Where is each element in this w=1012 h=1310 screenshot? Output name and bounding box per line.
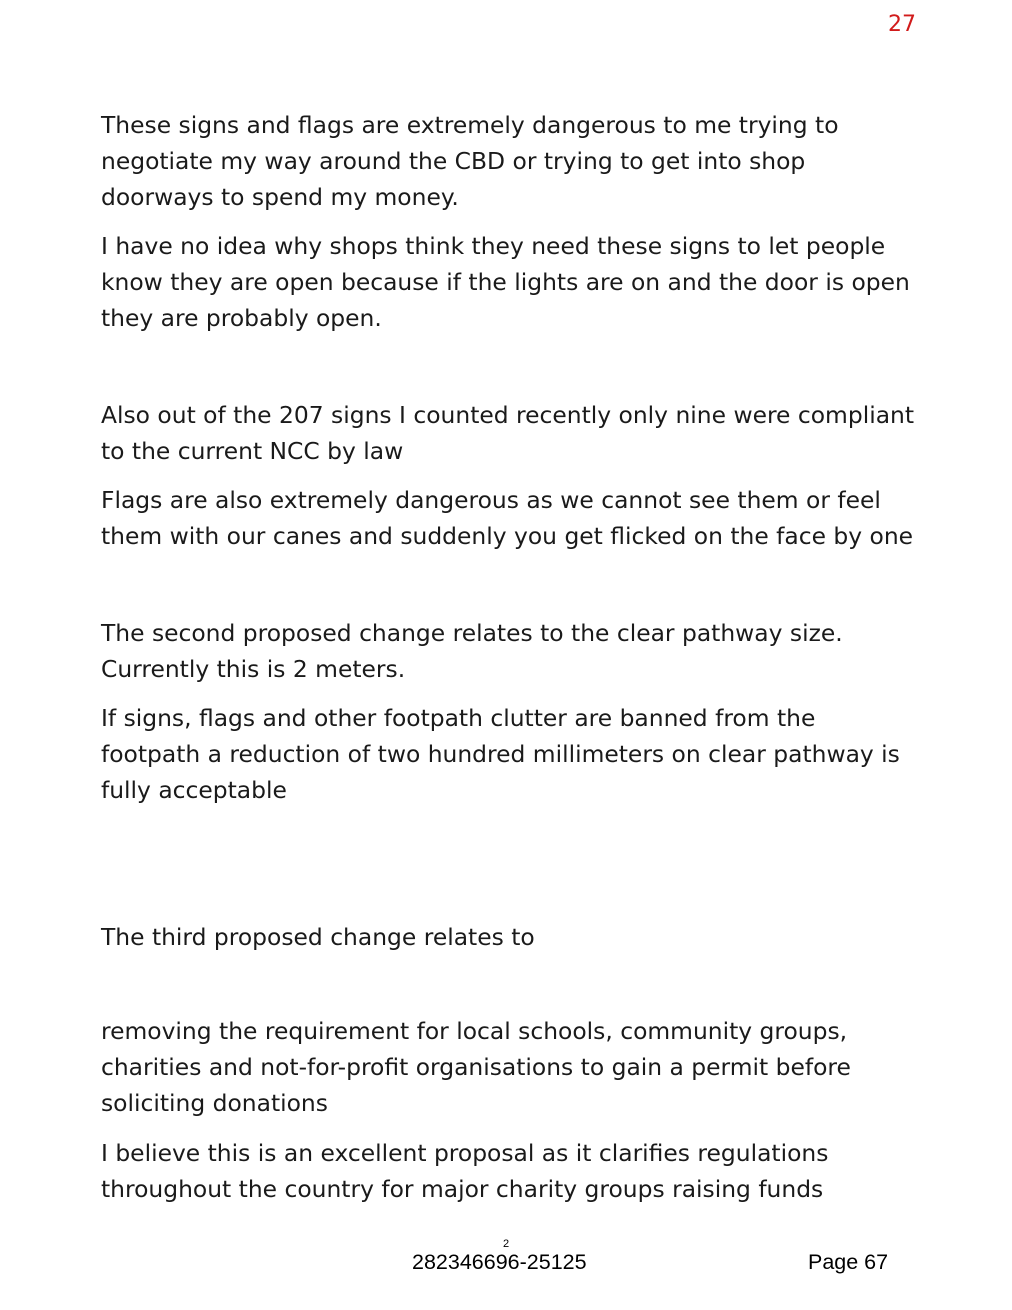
paragraph-excellent-proposal: I believe this is an excellent proposal as it clarifies regulations throughout the country for major charity groups raising funds (101, 1139, 829, 1203)
paragraph-footpath-clutter: If signs, flags and other footpath clutter are banned from the footpath a reduction of two hundred millimeters on clear pathway is fully acceptable (101, 704, 900, 804)
paragraph-signs-dangerous: These signs and flags are extremely dangerous to me trying to negotiate my way around the CBD or trying to get into shop doorways to spend my money. (101, 111, 839, 211)
paragraph-shops-open: I have no idea why shops think they need these signs to let people know they are open because if the lights are on and the door is open they are probably open. (101, 232, 910, 332)
footer-small-number: 2 (503, 1238, 510, 1250)
footer-page-label: Page 67 (808, 1250, 889, 1274)
page-number: 27 (888, 12, 916, 37)
paragraph-flags-dangerous: Flags are also extremely dangerous as we cannot see them or feel them with our canes and suddenly you get flicked on the face by one (101, 486, 914, 550)
paragraph-third-change: The third proposed change relates to (101, 923, 535, 951)
footer-document-code: 282346696-25125 (412, 1250, 587, 1274)
paragraph-second-change: The second proposed change relates to the clear pathway size. Currently this is 2 meters. (101, 619, 843, 683)
paragraph-permit-requirement: removing the requirement for local schools, community groups, charities and not-for-profit organisations to gain a permit before soliciting donations (101, 1017, 851, 1117)
paragraph-signs-counted: Also out of the 207 signs I counted recently only nine were compliant to the current NCC by law (101, 401, 915, 465)
